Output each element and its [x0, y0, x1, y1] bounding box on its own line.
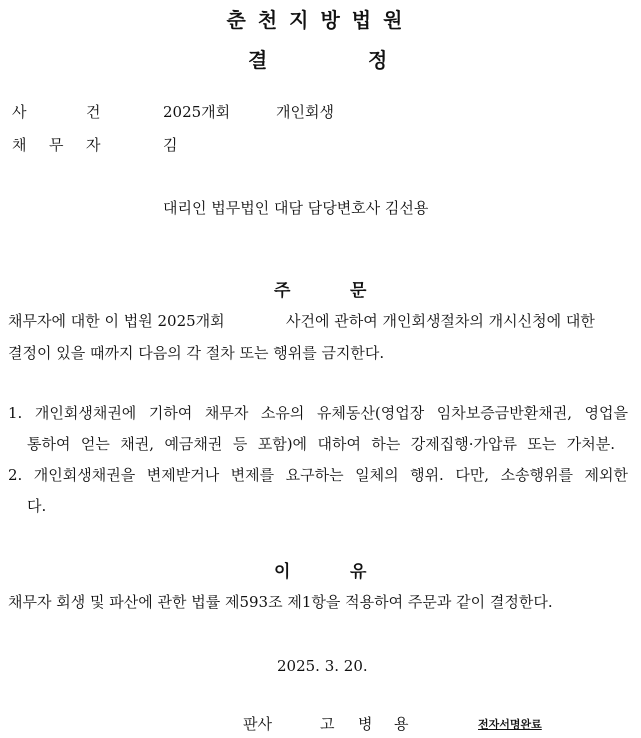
- reason-heading-char-2: 유: [350, 562, 367, 582]
- electronic-signature-stamp: 전자서명완료: [478, 718, 542, 731]
- order-item-2-line-2: 다.: [27, 497, 47, 515]
- document-type-char-1: 결: [248, 48, 268, 72]
- case-label-char-2: 건: [86, 103, 101, 121]
- order-heading-char-2: 문: [350, 281, 367, 301]
- debtor-name: 김: [163, 136, 178, 154]
- judge-title: 판사: [243, 715, 272, 733]
- order-intro-line-2: 결정이 있을 때까지 다음의 각 절차 또는 행위를 금지한다.: [8, 344, 385, 362]
- order-intro-line-1a: 채무자에 대한 이 법원 2025개회: [8, 312, 225, 330]
- document-type-char-2: 정: [368, 48, 388, 72]
- order-item-1-line-1: 1. 개인회생채권에 기하여 채무자 소유의 유체동산(영업장 임차보증금반환채권, 영업을: [8, 404, 628, 422]
- order-item-2-line-1: 2. 개인회생채권을 변제받거나 변제를 요구하는 일체의 행위. 다만, 소송행위를 제외한: [8, 466, 628, 484]
- judge-name-char-1: 고: [320, 715, 335, 733]
- order-heading-char-1: 주: [274, 281, 291, 301]
- debtor-label-char-1: 채: [12, 136, 27, 154]
- judge-name-char-3: 용: [394, 715, 409, 733]
- case-name: 개인회생: [276, 103, 334, 121]
- court-name: 춘천지방법원: [226, 8, 415, 32]
- decision-date: 2025. 3. 20.: [277, 657, 368, 675]
- debtor-label-char-3: 자: [86, 136, 101, 154]
- representative: 대리인 법무법인 대담 담당변호사 김선용: [163, 199, 429, 217]
- case-label-char-1: 사: [12, 103, 27, 121]
- order-intro-line-1b: 사건에 관하여 개인회생절차의 개시신청에 대한: [286, 312, 595, 330]
- judge-name-char-2: 병: [358, 715, 373, 733]
- reason-heading-char-1: 이: [274, 562, 291, 582]
- reason-text: 채무자 회생 및 파산에 관한 법률 제593조 제1항을 적용하여 주문과 같이 결정한다.: [8, 593, 553, 611]
- order-item-1-line-2: 통하여 얻는 채권, 예금채권 등 포함)에 대하여 하는 강제집행·가압류 또는 가처분.: [27, 435, 615, 453]
- case-number: 2025개회: [163, 103, 231, 121]
- debtor-label-char-2: 무: [49, 136, 64, 154]
